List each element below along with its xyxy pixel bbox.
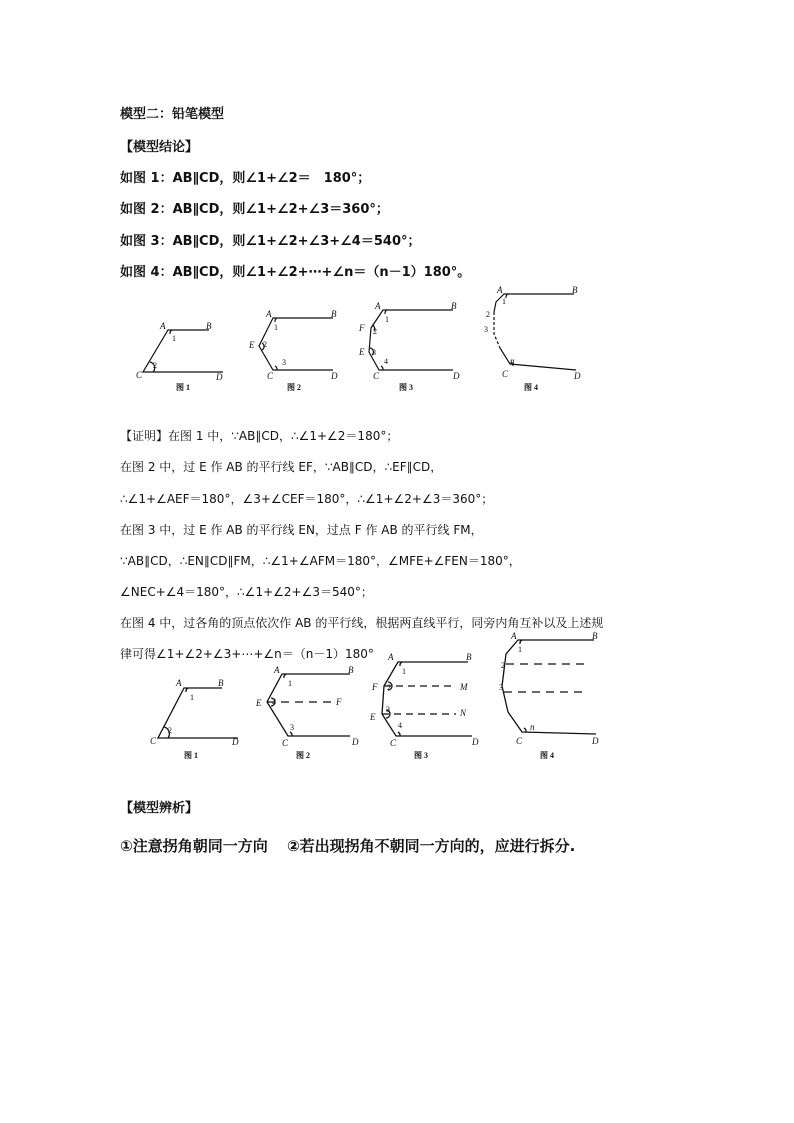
svg-text:E: E: [370, 712, 376, 722]
svg-text:A: A: [511, 631, 517, 641]
svg-text:A: A: [176, 678, 182, 688]
analysis-heading: 【模型辨析】: [120, 801, 199, 816]
proof-line-5: ∵AB∥CD，∴EN∥CD∥FM，∴∠1+∠AFM＝180°，∠MFE+∠FEN＝180°，: [120, 554, 521, 568]
analysis-note-2: ②若出现拐角不朝同一方向的，应进行拆分.: [286, 837, 576, 855]
svg-text:1: 1: [190, 693, 194, 702]
svg-text:B: B: [331, 309, 337, 319]
svg-text:图 1: 图 1: [184, 751, 198, 760]
svg-text:1: 1: [385, 315, 389, 324]
conclusion-heading: 【模型结论】: [120, 140, 199, 155]
figure-2-top: [243, 308, 353, 394]
proof-line-8: 律可得∠1+∠2+∠3+⋯+∠n＝（n－1）180°: [120, 647, 374, 661]
svg-text:图 3: 图 3: [414, 751, 428, 760]
svg-text:C: C: [282, 738, 289, 748]
svg-text:C: C: [390, 738, 397, 748]
svg-text:1: 1: [288, 679, 292, 688]
svg-text:A: A: [274, 665, 280, 675]
svg-text:2: 2: [272, 697, 276, 706]
conclusion-item-3: 如图 3：AB∥CD，则∠1+∠2+∠3+∠4＝540°；: [120, 234, 421, 249]
svg-text:D: D: [232, 737, 239, 747]
svg-text:A: A: [160, 321, 166, 331]
svg-text:D: D: [352, 737, 359, 747]
svg-text:2: 2: [501, 661, 505, 670]
svg-text:图 1: 图 1: [176, 383, 190, 392]
svg-text:2: 2: [263, 340, 267, 349]
svg-text:2: 2: [387, 683, 391, 692]
svg-text:图 2: 图 2: [296, 751, 310, 760]
svg-text:3: 3: [282, 358, 286, 367]
figure-3-top: [355, 300, 465, 394]
svg-text:D: D: [453, 371, 460, 381]
svg-text:D: D: [331, 371, 338, 381]
svg-text:B: B: [206, 321, 212, 331]
figure-1-bottom: [140, 676, 245, 760]
svg-text:B: B: [348, 665, 354, 675]
proof-line-7: 在图 4 中，过各角的顶点依次作 AB 的平行线，根据两直线平行，同旁内角互补以及上述规: [120, 616, 604, 630]
svg-text:图 3: 图 3: [399, 383, 413, 392]
svg-text:C: C: [502, 369, 509, 379]
svg-text:E: E: [256, 698, 262, 708]
svg-text:D: D: [592, 736, 599, 746]
svg-text:3: 3: [386, 705, 390, 714]
svg-text:D: D: [472, 737, 479, 747]
svg-text:N: N: [460, 708, 467, 718]
figure-4-top: [476, 284, 588, 394]
figure-1-top: [128, 318, 238, 394]
svg-text:A: A: [497, 285, 503, 295]
conclusion-item-2: 如图 2：AB∥CD，则∠1+∠2+∠3＝360°；: [120, 202, 389, 217]
svg-text:C: C: [267, 371, 274, 381]
svg-text:B: B: [218, 678, 224, 688]
svg-text:n: n: [530, 722, 535, 732]
svg-text:B: B: [572, 285, 578, 295]
analysis-note-1: ①注意拐角朝同一方向: [120, 837, 268, 855]
svg-text:D: D: [216, 372, 223, 382]
proof-line-4: 在图 3 中，过 E 作 AB 的平行线 EN，过点 F 作 AB 的平行线 FM，: [120, 523, 483, 537]
svg-text:A: A: [375, 301, 381, 311]
svg-text:C: C: [516, 736, 523, 746]
figure-3-bottom: [368, 650, 484, 760]
svg-text:M: M: [460, 682, 468, 692]
conclusion-item-4: 如图 4：AB∥CD，则∠1+∠2+⋯+∠n＝（n－1）180°。: [120, 265, 471, 280]
svg-text:图 4: 图 4: [540, 751, 554, 760]
svg-text:4: 4: [384, 357, 388, 366]
svg-text:1: 1: [402, 667, 406, 676]
svg-text:图 2: 图 2: [287, 383, 301, 392]
svg-text:F: F: [336, 697, 342, 707]
proof-line-6: ∠NEC+∠4＝180°，∴∠1+∠2+∠3＝540°；: [120, 585, 373, 599]
svg-text:A: A: [388, 652, 394, 662]
svg-text:4: 4: [398, 721, 402, 730]
svg-text:1: 1: [274, 323, 278, 332]
svg-text:3: 3: [290, 723, 294, 732]
svg-text:图 4: 图 4: [524, 383, 538, 392]
svg-text:2: 2: [486, 310, 490, 319]
svg-text:D: D: [574, 371, 581, 381]
svg-text:E: E: [249, 340, 255, 350]
svg-text:F: F: [372, 682, 378, 692]
svg-text:B: B: [451, 301, 457, 311]
figure-2-bottom: [252, 664, 364, 760]
svg-text:B: B: [592, 631, 598, 641]
svg-text:n: n: [510, 356, 515, 366]
svg-text:1: 1: [502, 297, 506, 306]
svg-text:C: C: [150, 736, 157, 746]
svg-text:F: F: [359, 323, 365, 333]
svg-text:3: 3: [372, 348, 376, 357]
conclusion-item-1: 如图 1：AB∥CD，则∠1+∠2＝ 180°；: [120, 171, 371, 186]
svg-text:3: 3: [484, 325, 488, 334]
svg-text:2: 2: [168, 726, 172, 735]
figure-4-bottom: [492, 630, 612, 760]
svg-text:A: A: [266, 309, 272, 319]
svg-text:1: 1: [172, 334, 176, 343]
section-title: 模型二：铅笔模型: [120, 107, 225, 122]
svg-text:C: C: [136, 370, 143, 380]
svg-text:B: B: [466, 652, 472, 662]
svg-text:C: C: [373, 371, 380, 381]
svg-text:1: 1: [518, 645, 522, 654]
proof-line-2: 在图 2 中，过 E 作 AB 的平行线 EF，∵AB∥CD，∴EF∥CD，: [120, 460, 443, 474]
svg-text:E: E: [359, 347, 365, 357]
proof-line-1: 【证明】在图 1 中，∵AB∥CD，∴∠1+∠2＝180°；: [120, 429, 399, 443]
analysis-notes: [120, 835, 589, 856]
svg-text:2: 2: [373, 327, 377, 336]
svg-text:2: 2: [153, 361, 157, 370]
svg-text:3: 3: [499, 683, 503, 692]
proof-line-3: ∴∠1+∠AEF＝180°，∠3+∠CEF＝180°，∴∠1+∠2+∠3＝360°；: [120, 492, 494, 506]
